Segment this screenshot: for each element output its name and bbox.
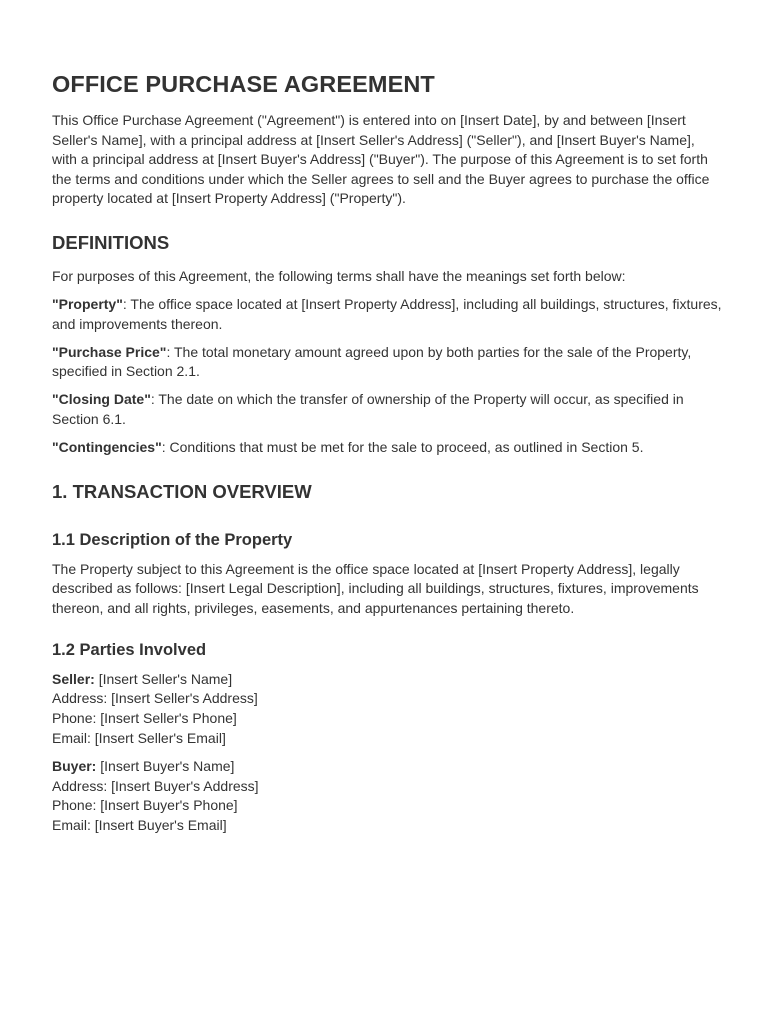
section-1-1-text: The Property subject to this Agreement is the office space located at [Insert Property Address], legally described as follows: [Insert Legal Description], including all buildings, structures, fixtures, improvements thereon, and all rights, privileges, easements, and appurtenances pertaining thereto. xyxy=(52,560,699,616)
seller-address: Address: [Insert Seller's Address] xyxy=(52,690,258,707)
definitions-lead: For purposes of this Agreement, the following terms shall have the meanings set forth below: xyxy=(52,267,626,284)
buyer-email: Email: [Insert Buyer's Email] xyxy=(52,816,227,833)
seller-name: [Insert Seller's Name] xyxy=(94,670,233,687)
buyer-phone: Phone: [Insert Buyer's Phone] xyxy=(52,797,238,814)
definition-closing-date xyxy=(52,390,722,429)
section-1-heading: 1. TRANSACTION OVERVIEW xyxy=(52,480,312,502)
definition-term: "Closing Date" xyxy=(52,391,151,408)
buyer-name-line xyxy=(52,757,722,777)
buyer-block xyxy=(52,757,722,836)
definition-contingencies xyxy=(52,438,722,458)
seller-phone: Phone: [Insert Seller's Phone] xyxy=(52,709,237,726)
section-1-2-heading: 1.2 Parties Involved xyxy=(52,640,207,659)
definition-text: : Conditions that must be met for the sale to proceed, as outlined in Section 5. xyxy=(161,439,644,456)
document-title: OFFICE PURCHASE AGREEMENT xyxy=(52,71,435,97)
seller-block xyxy=(52,670,722,749)
definition-text: : The date on which the transfer of ownership of the Property will occur, as specified in Section 6.1. xyxy=(52,391,684,428)
buyer-address: Address: [Insert Buyer's Address] xyxy=(52,777,259,794)
buyer-name: [Insert Buyer's Name] xyxy=(96,757,235,774)
buyer-label: Buyer: xyxy=(52,757,97,774)
seller-name-line xyxy=(52,670,722,690)
definition-term: "Contingencies" xyxy=(52,439,162,456)
section-1-1-heading: 1.1 Description of the Property xyxy=(52,530,293,549)
definition-property xyxy=(52,295,722,334)
seller-email: Email: [Insert Seller's Email] xyxy=(52,729,226,746)
definitions-heading: DEFINITIONS xyxy=(52,231,170,253)
definition-text: : The office space located at [Insert Property Address], including all buildings, structures, fixtures, and improvements thereon. xyxy=(52,296,722,332)
definition-term: "Purchase Price" xyxy=(52,343,167,360)
definition-text: : The total monetary amount agreed upon by both parties for the sale of the Property, specified in Section 2.1. xyxy=(52,343,692,380)
definition-purchase-price xyxy=(52,343,722,382)
document-page xyxy=(52,70,722,836)
definition-term: "Property" xyxy=(52,296,123,313)
seller-label: Seller: xyxy=(52,670,95,687)
intro-paragraph: This Office Purchase Agreement ("Agreement") is entered into on [Insert Date], by and between [Insert Seller's Name], with a principal address at [Insert Seller's Address] ("Seller"), and [Insert Buyer's Name], with a principal address at [Insert Buyer's Address] ("Buyer"). The purpose of this Agreement is to set forth the terms and conditions under which the Seller agrees to sell and the Buyer agrees to purchase the office property located at [Insert Property Address] ("Property"). xyxy=(52,112,710,207)
